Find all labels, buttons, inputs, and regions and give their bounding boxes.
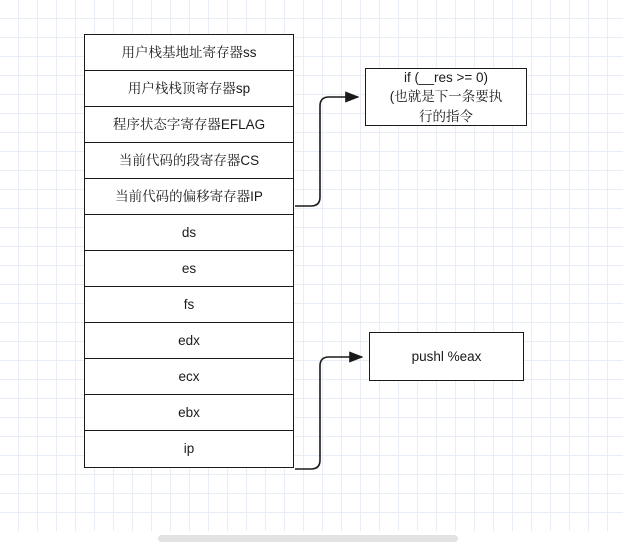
- callout-if-line2: (也就是下一条要执: [389, 89, 503, 105]
- stack-row: 用户栈基地址寄存器ss: [85, 35, 293, 71]
- stack-row: 用户栈栈顶寄存器sp: [85, 71, 293, 107]
- stack-row: edx: [85, 323, 293, 359]
- stack-row: ds: [85, 215, 293, 251]
- callout-pushl-line1: pushl %eax: [411, 348, 482, 364]
- kernel-stack-table: [84, 34, 294, 468]
- arrow-ip-to-pushl: [295, 357, 362, 469]
- callout-pushl-eax: [369, 332, 524, 381]
- bottom-strip: [0, 531, 623, 543]
- horizontal-scrollbar[interactable]: [158, 535, 458, 542]
- stack-row: ip: [183, 441, 195, 456]
- arrow-ip-to-if: [295, 97, 358, 206]
- callout-if-condition: [365, 68, 527, 126]
- callout-if-line3: 行的指令: [419, 108, 473, 124]
- stack-row: 当前代码的段寄存器CS: [85, 143, 293, 179]
- stack-row: 程序状态字寄存器EFLAG: [85, 107, 293, 143]
- stack-row: ecx: [85, 359, 293, 395]
- stack-row: fs: [85, 287, 293, 323]
- callout-if-line1: if (__res >= 0): [403, 69, 489, 85]
- stack-row: 当前代码的偏移寄存器IP: [85, 179, 293, 215]
- stack-row: es: [85, 251, 293, 287]
- stack-row: ebx: [85, 395, 293, 431]
